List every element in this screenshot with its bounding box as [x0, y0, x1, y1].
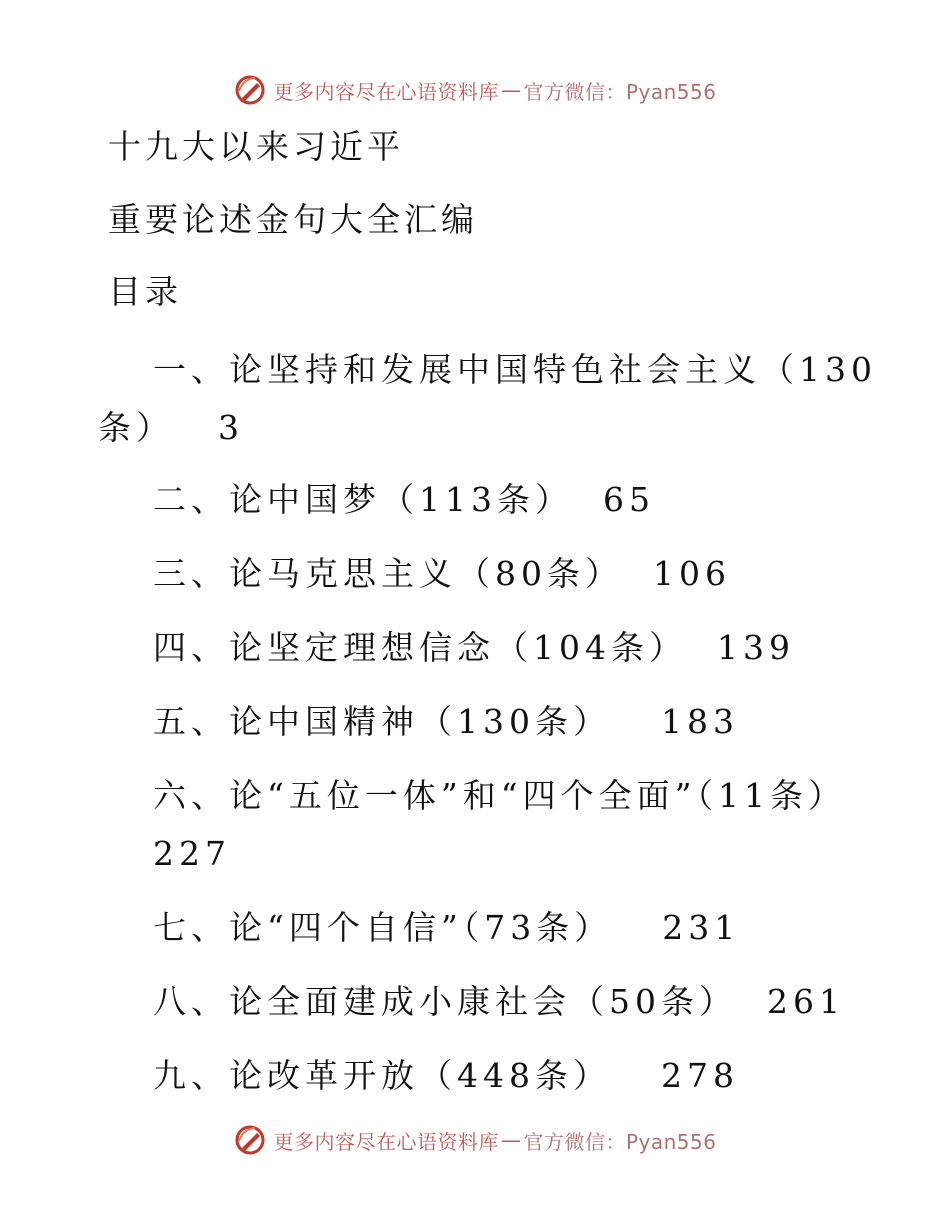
toc-entry-page: 231	[662, 908, 741, 947]
toc-entry-6	[153, 776, 846, 816]
doc-title-line1: 十九大以来习近平	[108, 127, 404, 166]
toc-entry-1	[153, 350, 877, 390]
toc-entry-3	[153, 554, 731, 594]
toc-heading: 目录	[108, 272, 182, 311]
watermark-banner-top	[0, 70, 950, 110]
toc-entry-title: 五、论中国精神（130条）	[153, 702, 611, 741]
toc-entry-title: 八、论全面建成小康社会（50条）	[153, 982, 737, 1021]
toc-entry-7	[153, 908, 740, 948]
doc-title-line2: 重要论述金句大全汇编	[108, 200, 478, 239]
watermark-banner-bottom	[0, 1120, 950, 1160]
watermark-text: 更多内容尽在心语资料库	[273, 1129, 499, 1154]
toc-entry-page: 183	[661, 702, 739, 741]
toc-entry-title-cont: 条）	[98, 408, 174, 447]
toc-entry-title: 四、论坚定理想信念（104条）	[153, 628, 687, 667]
pen-logo-icon	[233, 1123, 267, 1157]
toc-entry-title: 一、论坚持和发展中国特色社会主义（130	[153, 350, 877, 389]
toc-entry-1-cont	[98, 408, 244, 448]
toc-entry-page: 65	[603, 480, 655, 519]
toc-entry-page: 139	[717, 628, 795, 667]
toc-entry-2	[153, 480, 655, 520]
toc-entry-9	[153, 1056, 739, 1096]
toc-entry-title: 七、论“四个自信”（73条）	[153, 908, 613, 947]
toc-entry-title: 九、论改革开放（448条）	[153, 1056, 611, 1095]
toc-entry-title: 二、论中国梦（113条）	[153, 480, 573, 519]
toc-entry-4	[153, 628, 795, 668]
pen-logo-icon	[233, 73, 267, 107]
toc-entry-page: 106	[653, 554, 731, 593]
toc-entry-page: 261	[767, 982, 845, 1021]
toc-entry-page: 227	[153, 834, 231, 873]
toc-entry-5	[153, 702, 739, 742]
watermark-wechat: 官方微信：Pyan556	[523, 79, 717, 104]
toc-entry-6-page	[153, 834, 231, 874]
toc-entry-page: 3	[218, 408, 244, 447]
toc-entry-8	[153, 982, 845, 1022]
toc-entry-page: 278	[661, 1056, 739, 1095]
toc-entry-title: 三、论马克思主义（80条）	[153, 554, 623, 593]
watermark-separator: —	[500, 78, 522, 102]
watermark-text: 更多内容尽在心语资料库	[273, 79, 499, 104]
watermark-separator: —	[500, 1128, 522, 1152]
toc-entry-title: 六、论“五位一体”和“四个全面”（11条）	[153, 776, 846, 815]
watermark-wechat: 官方微信：Pyan556	[523, 1129, 717, 1154]
